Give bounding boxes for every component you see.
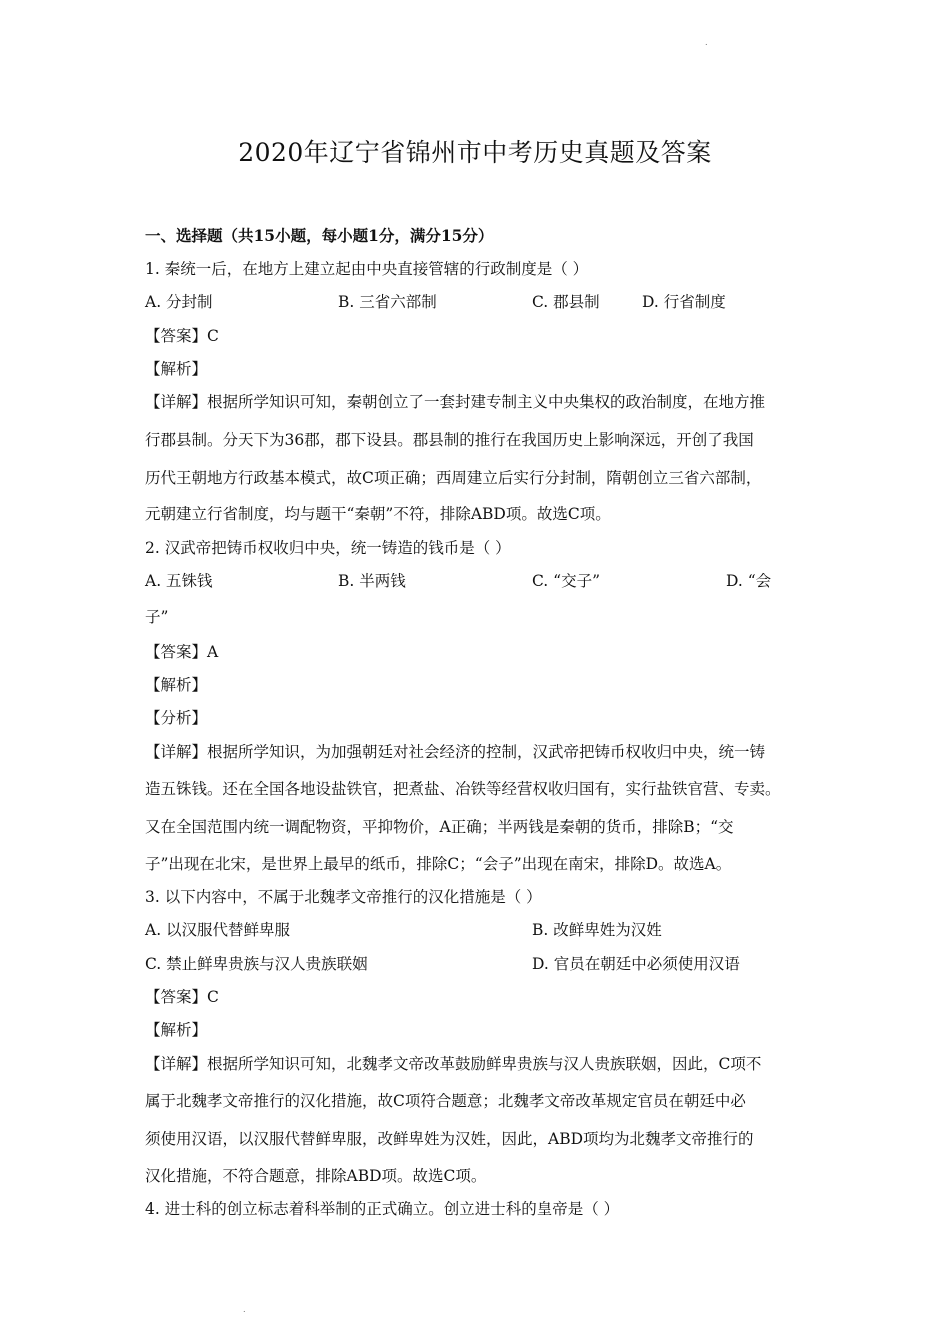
- question-4-stem: 4. 进士科的创立标志着科举制的正式确立。创立进士科的皇帝是（ ）: [145, 1200, 620, 1218]
- question-1-option-b: B. 三省六部制: [338, 293, 437, 311]
- question-3-option-a: A. 以汉服代替鲜卑服: [145, 921, 291, 939]
- question-2-option-d: D. “会: [726, 572, 772, 590]
- question-1-detail-line: 【详解】根据所学知识可知，秦朝创立了一套封建专制主义中央集权的政治制度，在地方推: [145, 393, 766, 411]
- question-1-option-a: A. 分封制: [145, 293, 213, 311]
- question-2-option-c: C. “交子”: [532, 572, 601, 590]
- question-3-analysis: 【解析】: [145, 1021, 208, 1039]
- question-2-answer: 【答案】A: [145, 643, 219, 661]
- question-1-detail-line: 历代王朝地方行政基本模式，故C项正确；西周建立后实行分封制，隋朝创立三省六部制，: [145, 469, 762, 487]
- top-dot: .: [705, 38, 708, 47]
- question-2-option-d-wrap: 子”: [145, 608, 169, 626]
- question-3-stem: 3. 以下内容中，不属于北魏孝文帝推行的汉化措施是（ ）: [145, 888, 542, 906]
- question-1-detail-line: 元朝建立行省制度，均与题干“秦朝”不符，排除ABD项。故选C项。: [145, 505, 611, 523]
- question-3-option-b: B. 改鲜卑姓为汉姓: [532, 921, 662, 939]
- question-1-option-c: C. 郡县制: [532, 293, 600, 311]
- question-2-stem: 2. 汉武帝把铸币权收归中央，统一铸造的钱币是（ ）: [145, 539, 511, 557]
- question-2-analysis: 【解析】: [145, 676, 208, 694]
- question-2-detail-line: 造五铢钱。还在全国各地设盐铁官，把煮盐、冶铁等经营权收归国有，实行盐铁官营、专卖。: [145, 780, 781, 798]
- question-2-option-a: A. 五铢钱: [145, 572, 213, 590]
- question-3-detail-line: 【详解】根据所学知识可知，北魏孝文帝改革鼓励鲜卑贵族与汉人贵族联姻，因此，C项不: [145, 1055, 762, 1073]
- section-heading: 一、选择题（共15小题，每小题1分，满分15分）: [145, 226, 494, 245]
- question-1-stem: 1. 秦统一后，在地方上建立起由中央直接管辖的行政制度是（ ）: [145, 260, 589, 278]
- question-1-analysis: 【解析】: [145, 360, 208, 378]
- question-2-option-b: B. 半两钱: [338, 572, 406, 590]
- question-3-option-c: C. 禁止鲜卑贵族与汉人贵族联姻: [145, 955, 368, 973]
- question-2-detail-line: 又在全国范围内统一调配物资，平抑物价，A正确；半两钱是秦朝的货币，排除B；“交: [145, 818, 734, 836]
- question-1-answer: 【答案】C: [145, 327, 219, 345]
- question-3-detail-line: 属于北魏孝文帝推行的汉化措施，故C项符合题意；北魏孝文帝改革规定官员在朝廷中必: [145, 1092, 746, 1110]
- question-2-detail-line: 【详解】根据所学知识，为加强朝廷对社会经济的控制，汉武帝把铸币权收归中央，统一铸: [145, 743, 766, 761]
- question-2-detail-line: 子”出现在北宋，是世界上最早的纸币，排除C；“会子”出现在南宋，排除D。故选A。: [145, 855, 732, 873]
- question-1-option-d: D. 行省制度: [642, 293, 726, 311]
- question-2-fenxi: 【分析】: [145, 709, 208, 727]
- question-3-answer: 【答案】C: [145, 988, 219, 1006]
- question-3-option-d: D. 官员在朝廷中必须使用汉语: [532, 955, 740, 973]
- question-1-detail-line: 行郡县制。分天下为36郡，郡下设县。郡县制的推行在我国历史上影响深远，开创了我国: [145, 431, 754, 449]
- question-3-detail-line: 须使用汉语，以汉服代替鲜卑服，改鲜卑姓为汉姓，因此，ABD项均为北魏孝文帝推行的: [145, 1130, 754, 1148]
- question-3-detail-line: 汉化措施，不符合题意，排除ABD项。故选C项。: [145, 1167, 487, 1185]
- bottom-dot: .: [243, 1305, 246, 1314]
- page-title: 2020年辽宁省锦州市中考历史真题及答案: [238, 138, 712, 167]
